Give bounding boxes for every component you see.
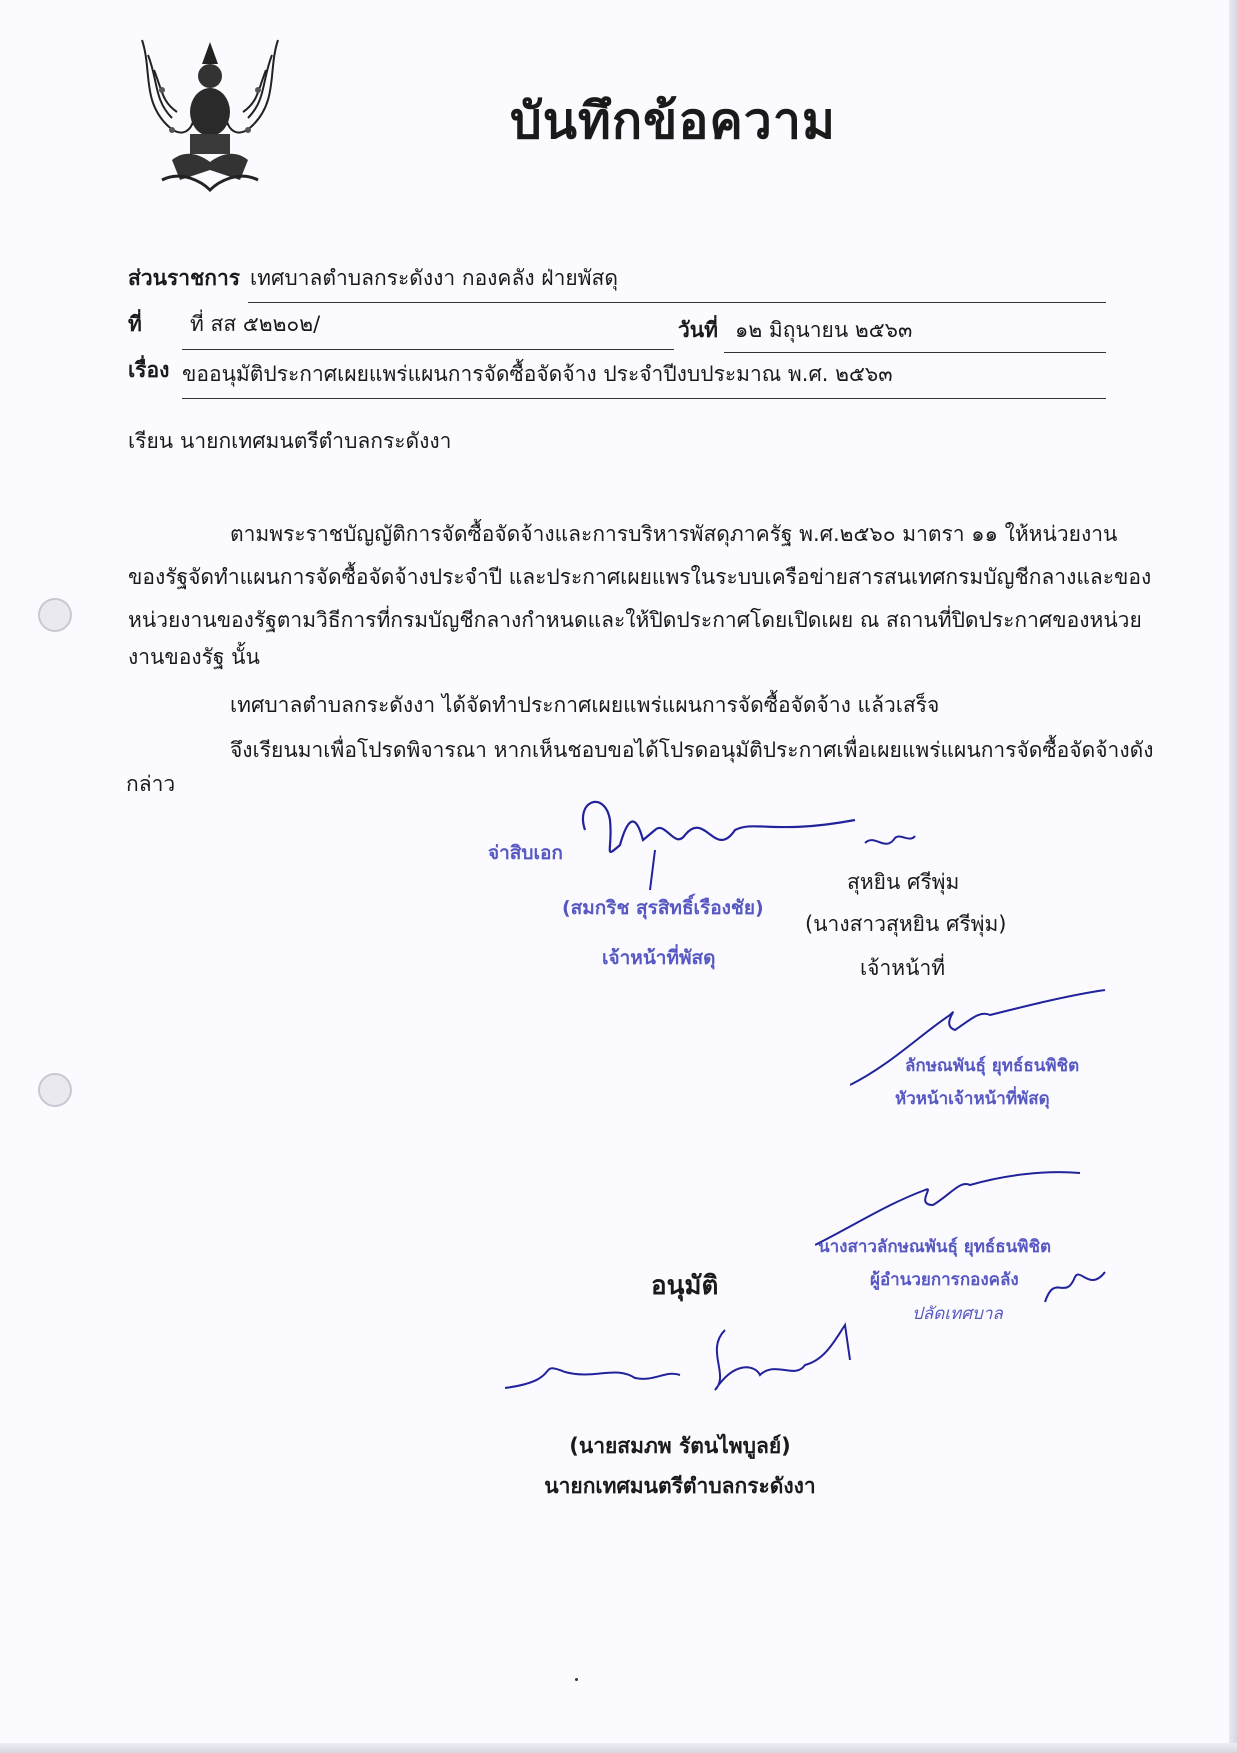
mayor-name: (นายสมภพ รัตนไพบูลย์) — [569, 1434, 791, 1458]
stamp-head-position: หัวหน้าเจ้าหน้าที่พัสดุ — [895, 1089, 1050, 1109]
stamp-position: เจ้าหน้าที่พัสดุ — [602, 947, 716, 969]
field-underline — [724, 352, 1106, 353]
signature-left — [565, 790, 865, 900]
body-line: กล่าว — [126, 772, 176, 796]
page-edge — [1229, 0, 1237, 1753]
field-underline — [182, 398, 1106, 399]
department-label: ส่วนราชการ — [128, 266, 241, 290]
punch-hole-icon — [38, 598, 72, 632]
date-value: ๑๒ มิถุนายน ๒๕๖๓ — [735, 318, 913, 342]
mayor-position: นายกเทศมนตรีตำบลกระดังงา — [544, 1474, 816, 1498]
ref-label: ที่ — [128, 312, 142, 336]
approval-label: อนุมัติ — [651, 1271, 719, 1301]
to-label: เรียน — [128, 429, 174, 453]
signer-short-name: สุหยิน ศรีพุ่ม — [847, 870, 960, 894]
ref-value: ที่ สส ๕๒๒๐๒/ — [190, 312, 321, 336]
page-edge-bottom — [0, 1743, 1237, 1753]
field-underline — [248, 302, 1106, 303]
subject-value: ขออนุมัติประกาศเผยแพร่แผนการจัดซื้อจัดจ้าง ประจำปีงบประมาณ พ.ศ. ๒๕๖๓ — [182, 362, 893, 386]
page-title: บันทึกข้อความ — [510, 92, 836, 150]
body-line: งานของรัฐ นั้น — [128, 645, 260, 669]
signer-position: เจ้าหน้าที่ — [860, 956, 946, 980]
stamp-name: (สมกริช สุรสิทธิ์เรืองชัย) — [562, 897, 764, 919]
body-line: จึงเรียนมาเพื่อโปรดพิจารณา หากเห็นชอบขอได้โปรดอนุมัติประกาศเพื่อเผยแพร่แผนการจัดซื้อจัดจ้างดัง — [230, 738, 1154, 762]
subject-label: เรื่อง — [128, 358, 170, 382]
signature-initial — [860, 828, 920, 858]
body-line: หน่วยงานของรัฐตามวิธีการที่กรมบัญชีกลางกำหนดและให้ปิดประกาศโดยเปิดเผย ณ สถานที่ปิดประกาศของหน่วย — [128, 608, 1142, 632]
stamp-director-position: ผู้อำนวยการกองคลัง — [870, 1270, 1019, 1290]
body-line: ของรัฐจัดทำแผนการจัดซื้อจัดจ้างประจำปี และประกาศเผยแพรในระบบเครือข่ายสารสนเทศกรมบัญชีกลางและของ — [128, 565, 1152, 589]
body-line: ตามพระราชบัญญัติการจัดซื้อจัดจ้างและการบริหารพัสดุภาครัฐ พ.ศ.๒๕๖๐ มาตรา ๑๑ ให้หน่วยงาน — [230, 522, 1118, 546]
handwritten-note: ปลัดเทศบาล — [912, 1304, 1003, 1324]
garuda-emblem-icon — [132, 30, 288, 198]
body-line: เทศบาลตำบลกระดังงา ได้จัดทำประกาศเผยแพร่แผนการจัดซื้อจัดจ้าง แล้วเสร็จ — [230, 693, 940, 717]
signature-mayor — [505, 1320, 865, 1400]
field-underline — [182, 349, 674, 350]
stamp-rank: จ่าสิบเอก — [488, 842, 563, 864]
handwritten-initial — [1040, 1262, 1110, 1312]
punch-hole-icon — [38, 1073, 72, 1107]
date-label: วันที่ — [678, 318, 718, 342]
stamp-director-name: นางสาวลักษณพันธุ์ ยุทธ์ธนพิชิต — [818, 1237, 1052, 1257]
stamp-head-name: ลักษณพันธุ์ ยุทธ์ธนพิชิต — [905, 1056, 1080, 1076]
signer-full-name: (นางสาวสุหยิน ศรีพุ่ม) — [805, 912, 1007, 936]
to-value: นายกเทศมนตรีตำบลกระดังงา — [180, 429, 452, 453]
department-value: เทศบาลตำบลกระดังงา กองคลัง ฝ่ายพัสดุ — [250, 266, 618, 290]
scan-speck — [575, 1678, 578, 1681]
